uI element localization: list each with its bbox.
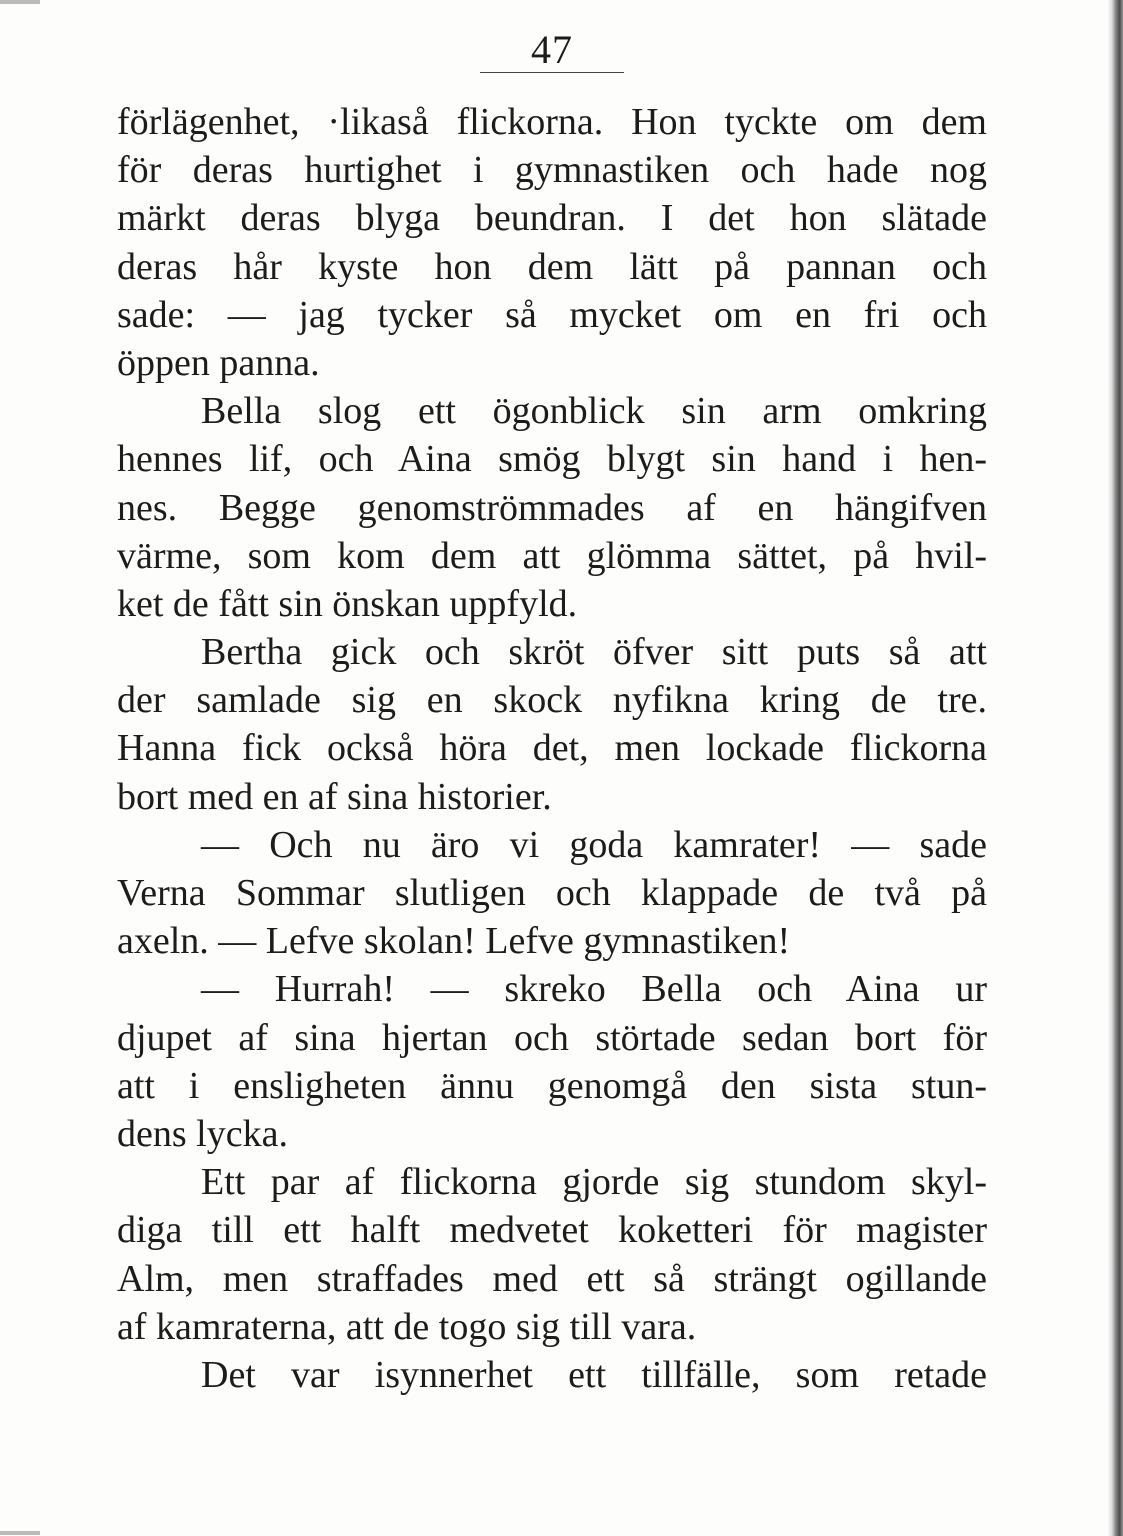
text-line: bort med en af sina historier. [117, 775, 552, 818]
scan-artifact-bottom [0, 1531, 40, 1535]
text-line: — Och nu äro vi goda kamrater! — sade [201, 823, 987, 866]
text-line: märkt deras blyga beundran. I det hon slätade [117, 197, 987, 240]
text-line: sade: — jag tycker så mycket om en fri och [117, 293, 987, 336]
text-line: ket de fått sin önskan uppfyld. [117, 582, 578, 625]
text-line: Verna Sommar slutligen och klappade de två på [117, 872, 987, 914]
text-line: Hanna fick också höra det, men lockade flickorna [117, 727, 987, 770]
text-line: dens lycka. [117, 1112, 288, 1155]
text-line: förlägenhet, ·likaså flickorna. Hon tyckte om dem [117, 101, 987, 143]
text-line: diga till ett halft medvetet koketteri för magister [117, 1209, 987, 1252]
text-line: Ett par af flickorna gjorde sig stundom skyl- [201, 1161, 987, 1204]
text-line: af kamraterna, att de togo sig till vara. [117, 1305, 697, 1348]
text-line: der samlade sig en skock nyfikna kring de tre. [117, 679, 987, 722]
text-line: — Hurrah! — skreko Bella och Aina ur [201, 968, 987, 1011]
scan-artifact-top [0, 0, 40, 4]
text-line: för deras hurtighet i gymnastiken och hade nog [117, 149, 987, 192]
body-text [117, 98, 987, 1399]
text-line: öppen panna. [117, 341, 320, 384]
scan-binding-edge [1107, 0, 1123, 1536]
text-line: deras hår kyste hon dem lätt på pannan och [117, 245, 987, 288]
text-line: nes. Begge genomströmmades af en hängifven [117, 486, 987, 529]
text-line: att i ensligheten ännu genomgå den sista stun- [117, 1064, 987, 1107]
text-line: hennes lif, och Aina smög blygt sin hand i hen- [117, 438, 987, 481]
text-line: axeln. — Lefve skolan! Lefve gymnastiken! [117, 920, 791, 963]
page-number: 47 [531, 27, 573, 72]
text-line: Det var isynnerhet ett tillfälle, som retade [201, 1353, 987, 1396]
page-number-rule [480, 72, 624, 73]
text-line: Bella slog ett ögonblick sin arm omkring [201, 390, 987, 433]
text-line: Bertha gick och skröt öfver sitt puts så att [201, 631, 987, 674]
text-line: värme, som kom dem att glömma sättet, på hvil- [117, 534, 987, 577]
text-line: djupet af sina hjertan och störtade sedan bort för [117, 1016, 987, 1059]
text-line: Alm, men straffades med ett så strängt ogillande [117, 1257, 987, 1300]
